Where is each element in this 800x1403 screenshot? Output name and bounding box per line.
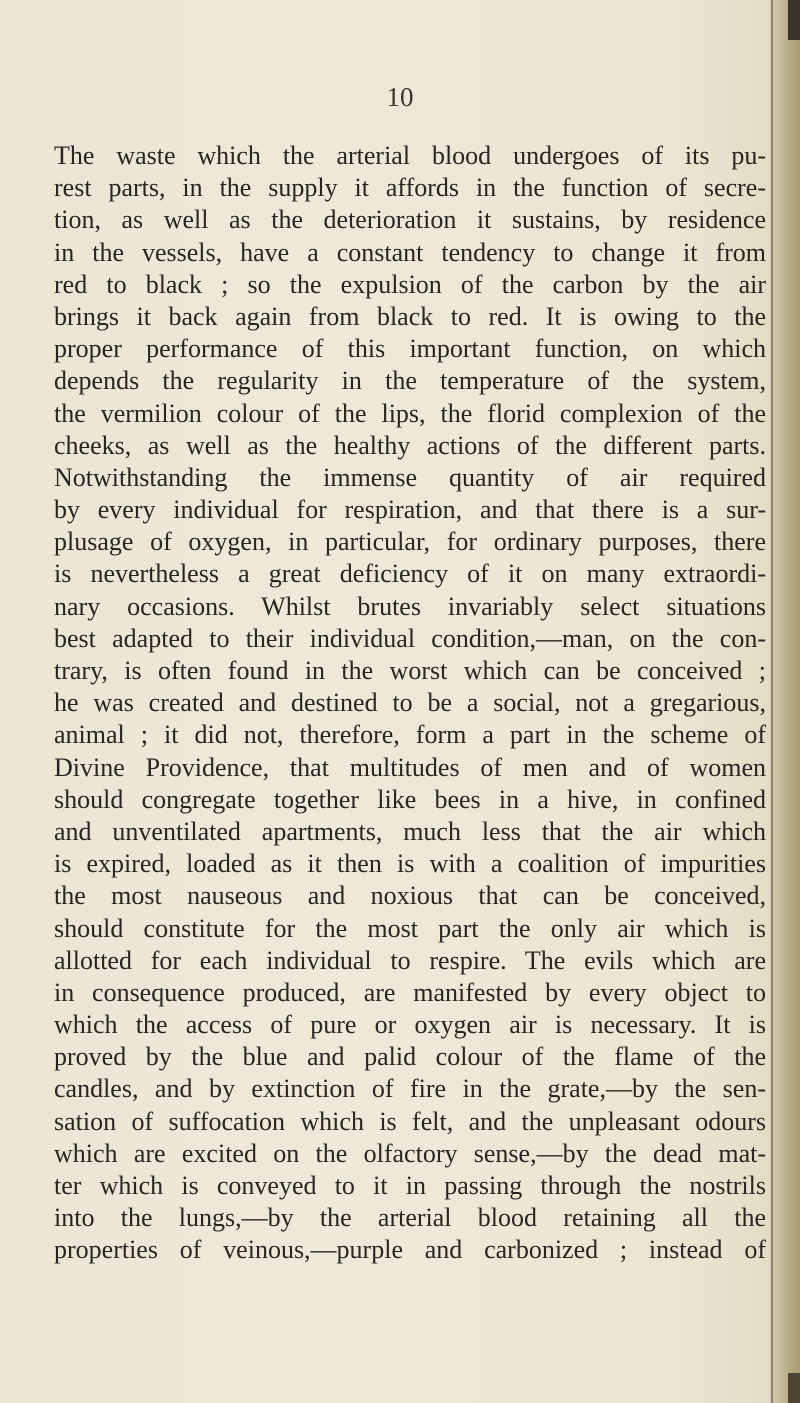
- body-text: [54, 140, 766, 1267]
- text-line: is expired, loaded as it then is with a coalition of impurities: [54, 849, 766, 879]
- text-line: trary, is often found in the worst which can be conceived ;: [54, 656, 766, 685]
- text-line: in consequence produced, are manifested by every object to: [54, 977, 766, 1007]
- text-line: rest parts, in the supply it affords in the function of secre-: [54, 173, 766, 203]
- gutter-edge-line: [771, 0, 773, 1403]
- text-line: proved by the blue and palid colour of the flame of the: [54, 1042, 766, 1072]
- text-line: by every individual for respiration, and that there is a sur-: [54, 495, 766, 525]
- text-line: nary occasions. Whilst brutes invariably select situations: [54, 591, 766, 621]
- text-line: which are excited on the olfactory sense,—by the dead mat-: [54, 1138, 766, 1168]
- text-line: which the access of pure or oxygen air is necessary. It is: [54, 1010, 766, 1040]
- text-line: ter which is conveyed to it in passing through the nostrils: [54, 1171, 766, 1200]
- text-line: the vermilion colour of the lips, the florid complexion of the: [54, 398, 766, 428]
- text-line: into the lungs,—by the arterial blood retaining all the: [54, 1203, 766, 1233]
- text-line: tion, as well as the deterioration it sustains, by residence: [54, 205, 766, 235]
- book-gutter: [770, 0, 800, 1403]
- page-number: 10: [386, 82, 414, 112]
- text-line: should congregate together like bees in a hive, in confined: [54, 784, 766, 814]
- text-line: plusage of oxygen, in particular, for ordinary purposes, there: [54, 527, 766, 557]
- text-line: candles, and by extinction of fire in the grate,—by the sen-: [54, 1074, 766, 1104]
- text-line: animal ; it did not, therefore, form a part in the scheme of: [54, 720, 766, 750]
- text-line: properties of veinous,—purple and carbonized ; instead of: [54, 1235, 766, 1265]
- text-line: Notwithstanding the immense quantity of air required: [54, 462, 766, 492]
- gutter-shadow-top: [788, 0, 800, 40]
- text-line: proper performance of this important function, on which: [54, 334, 766, 364]
- text-line: he was created and destined to be a social, not a gregarious,: [54, 688, 766, 718]
- text-line: best adapted to their individual condition,—man, on the con-: [54, 623, 766, 653]
- text-line: brings it back again from black to red. It is owing to the: [54, 301, 766, 331]
- text-line: allotted for each individual to respire. The evils which are: [54, 945, 766, 975]
- text-line: cheeks, as well as the healthy actions of the different parts.: [54, 430, 766, 460]
- text-line: and unventilated apartments, much less that the air which: [54, 816, 766, 846]
- text-line: in the vessels, have a constant tendency to change it from: [54, 237, 766, 267]
- text-line: the most nauseous and noxious that can be conceived,: [54, 881, 766, 911]
- text-line: The waste which the arterial blood undergoes of its pu-: [54, 141, 766, 170]
- text-line: should constitute for the most part the only air which is: [54, 913, 766, 943]
- text-line: sation of suffocation which is felt, and the unpleasant odours: [54, 1106, 766, 1136]
- text-line: red to black ; so the expulsion of the carbon by the air: [54, 269, 766, 299]
- text-line: depends the regularity in the temperature of the system,: [54, 366, 766, 396]
- text-line: is nevertheless a great deficiency of it on many extraordi-: [54, 559, 766, 589]
- gutter-shadow-bottom: [788, 1373, 800, 1403]
- text-line: Divine Providence, that multitudes of men and of women: [54, 752, 766, 782]
